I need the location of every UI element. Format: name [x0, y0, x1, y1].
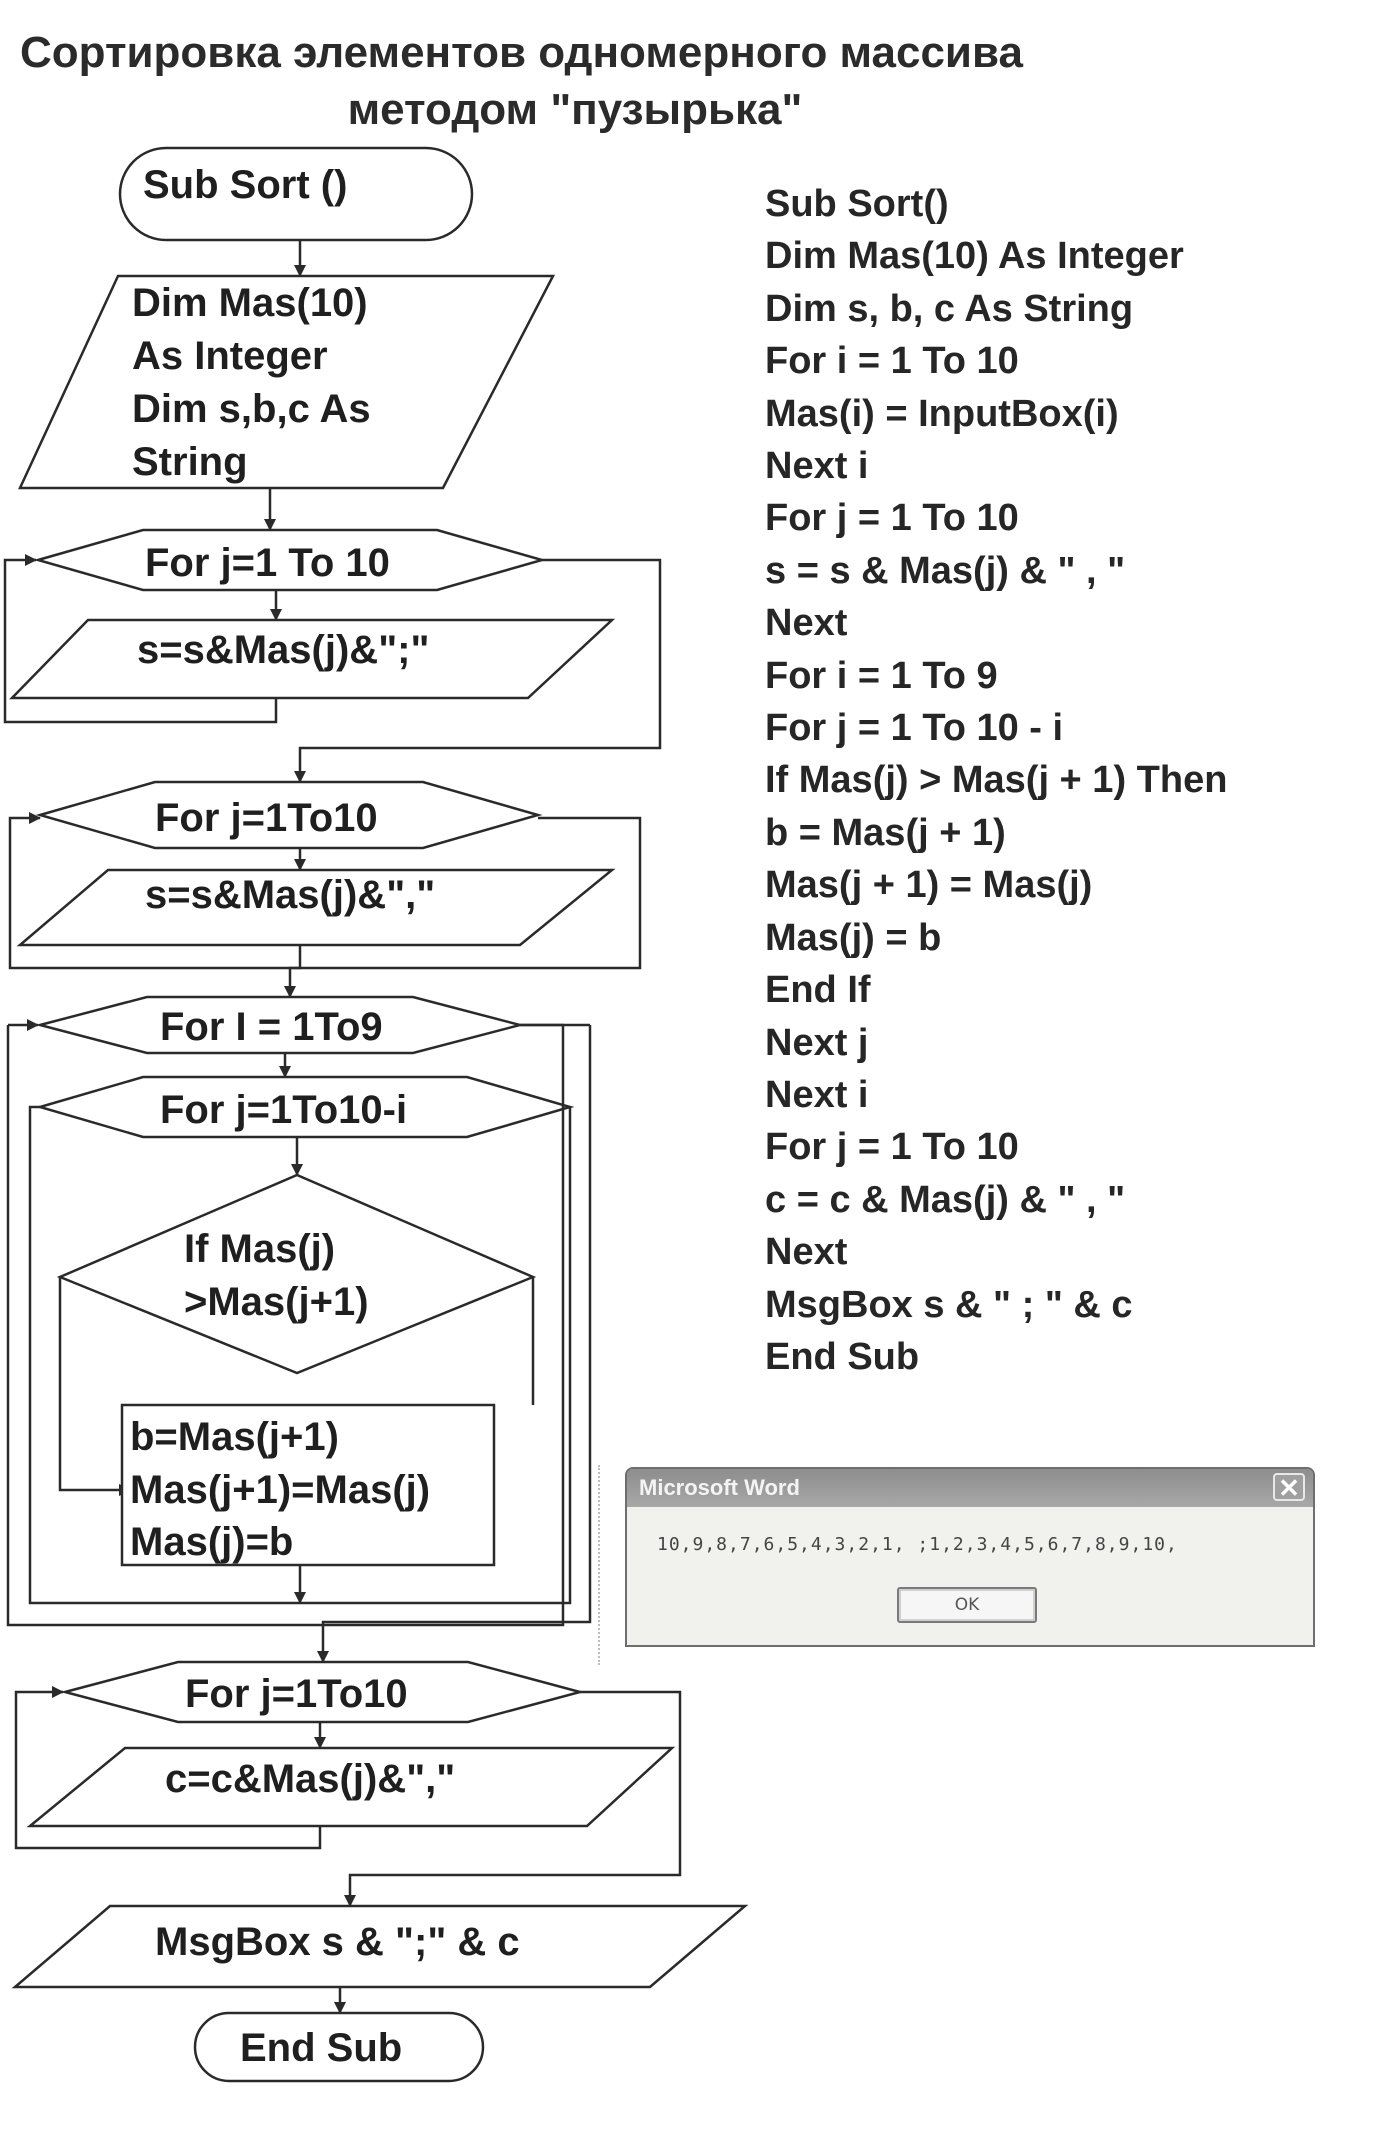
declare-line: String	[132, 440, 248, 484]
code-line: Sub Sort()	[765, 183, 949, 225]
ok-button[interactable]: OK	[897, 1587, 1037, 1623]
code-line: If Mas(j) > Mas(j + 1) Then	[765, 759, 1228, 802]
loop2-header-label: For j=1To10	[155, 796, 378, 840]
swap-line: Mas(j+1)=Mas(j)	[130, 1468, 431, 1512]
code-line: For j = 1 To 10 - i	[765, 707, 1064, 750]
outer-loop-header-label: For I = 1To9	[160, 1005, 383, 1049]
loop1-body-label: s=s&Mas(j)&";"	[137, 628, 430, 672]
declare-line: As Integer	[132, 334, 328, 378]
code-line: s = s & Mas(j) & " , "	[765, 549, 1126, 592]
ruler-strip	[598, 1465, 610, 1665]
swap-line: b=Mas(j+1)	[130, 1415, 339, 1459]
close-icon[interactable]: ✕	[1273, 1473, 1305, 1501]
output-label: MsgBox s & ";" & c	[155, 1920, 520, 1964]
loop1-header-label: For j=1 To 10	[145, 541, 390, 585]
loop2-body-label: s=s&Mas(j)&","	[145, 873, 436, 917]
code-line: Mas(j) = b	[765, 916, 942, 959]
code-line: Next	[765, 602, 848, 645]
code-line: For i = 1 To 9	[765, 654, 998, 697]
condition-diamond	[60, 1175, 533, 1373]
code-line: b = Mas(j + 1)	[765, 811, 1006, 854]
code-line: End If	[765, 969, 871, 1012]
condition-line: >Mas(j+1)	[184, 1280, 369, 1324]
code-line: c = c & Mas(j) & " , "	[765, 1178, 1126, 1221]
code-line: Mas(i) = InputBox(i)	[765, 392, 1119, 435]
start-label: Sub Sort ()	[143, 163, 348, 207]
code-line: Next i	[765, 445, 869, 488]
code-line: Next i	[765, 1073, 869, 1116]
code-line: End Sub	[765, 1335, 920, 1378]
code-listing	[765, 178, 1227, 1383]
swap-line: Mas(j)=b	[130, 1520, 294, 1564]
declare-line: Dim Mas(10)	[132, 281, 368, 325]
code-line: MsgBox s & " ; " & c	[765, 1283, 1133, 1326]
inner-loop-header-label: For j=1To10-i	[160, 1088, 408, 1132]
dialog-title: Microsoft Word	[639, 1475, 800, 1500]
code-line: Next	[765, 1231, 848, 1274]
code-line: Next j	[765, 1021, 869, 1064]
code-line: For i = 1 To 10	[765, 340, 1019, 383]
code-line: Mas(j + 1) = Mas(j)	[765, 864, 1093, 907]
page-subtitle: методом "пузырька"	[347, 85, 803, 134]
code-line: For j = 1 To 10	[765, 497, 1019, 540]
condition-line: If Mas(j)	[184, 1227, 336, 1271]
end-label: End Sub	[240, 2026, 403, 2070]
condition-no-branch	[60, 1277, 130, 1490]
loop3-body-label: c=c&Mas(j)&","	[165, 1757, 456, 1801]
page-title: Сортировка элементов одномерного массива	[20, 28, 1023, 77]
loop3-header-label: For j=1To10	[185, 1672, 408, 1716]
code-line: Dim Mas(10) As Integer	[765, 235, 1184, 278]
code-line: Dim s, b, c As String	[765, 287, 1134, 330]
dialog-message: 10,9,8,7,6,5,4,3,2,1, ;1,2,3,4,5,6,7,8,9,10,	[657, 1534, 1178, 1555]
msgbox-dialog	[625, 1467, 1315, 1647]
dialog-titlebar[interactable]	[627, 1469, 1313, 1507]
code-line: For j = 1 To 10	[765, 1126, 1019, 1169]
declare-line: Dim s,b,c As	[132, 387, 371, 431]
